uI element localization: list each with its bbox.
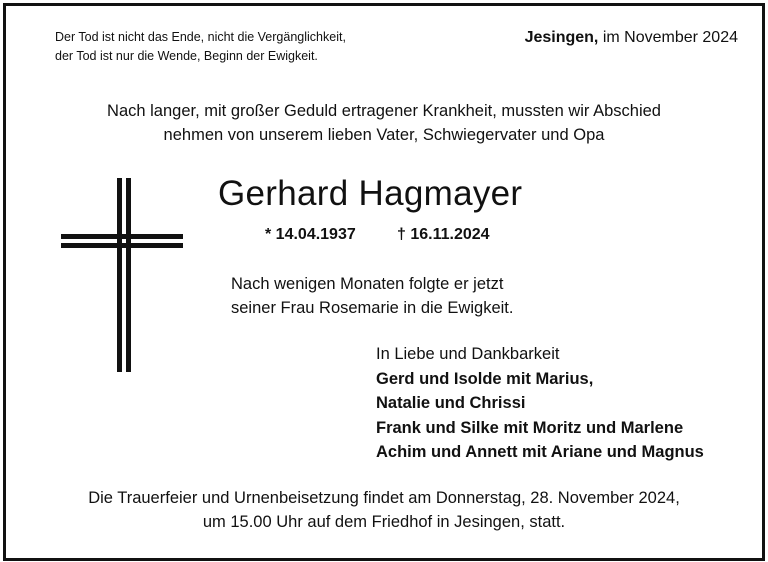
mourners-block bbox=[376, 342, 704, 465]
death-date: † 16.11.2024 bbox=[397, 226, 490, 243]
mourner-line: Frank und Silke mit Moritz und Marlene bbox=[376, 418, 684, 437]
funeral-info bbox=[0, 486, 768, 534]
cross-icon bbox=[61, 178, 183, 372]
place-date bbox=[525, 29, 738, 47]
funeral-info-line-2: um 15.00 Uhr auf dem Friedhof in Jesingen, statt. bbox=[202, 513, 566, 531]
quote-line-2: der Tod ist nur die Wende, Beginn der Ewigkeit. bbox=[55, 49, 318, 63]
deceased-name: Gerhard Hagmayer bbox=[218, 174, 523, 213]
mourner-line: Achim und Annett mit Ariane und Magnus bbox=[376, 443, 704, 461]
epigraph-quote bbox=[55, 28, 346, 66]
intro-line-2: nehmen von unserem lieben Vater, Schwiegervater und Opa bbox=[163, 126, 605, 144]
note-line-2: seiner Frau Rosemarie in die Ewigkeit. bbox=[231, 299, 514, 317]
remembrance-note bbox=[231, 272, 513, 320]
quote-line-1: Der Tod ist nicht das Ende, nicht die Vergänglichkeit, bbox=[55, 30, 346, 44]
funeral-info-line-1: Die Trauerfeier und Urnenbeisetzung findet am Donnerstag, 28. November 2024, bbox=[88, 489, 680, 507]
intro-text bbox=[0, 99, 768, 147]
place-name: Jesingen, bbox=[524, 29, 599, 46]
mourner-line: Gerd und Isolde mit Marius, bbox=[376, 369, 594, 388]
note-line-1: Nach wenigen Monaten folgte er jetzt bbox=[231, 275, 504, 293]
mourners-intro: In Liebe und Dankbarkeit bbox=[376, 345, 560, 363]
intro-line-1: Nach langer, mit großer Geduld ertragener Krankheit, mussten wir Abschied bbox=[107, 102, 661, 120]
notice-date: im November 2024 bbox=[598, 29, 738, 46]
mourner-line: Natalie und Chrissi bbox=[376, 394, 526, 412]
birth-date: * 14.04.1937 bbox=[265, 226, 356, 243]
